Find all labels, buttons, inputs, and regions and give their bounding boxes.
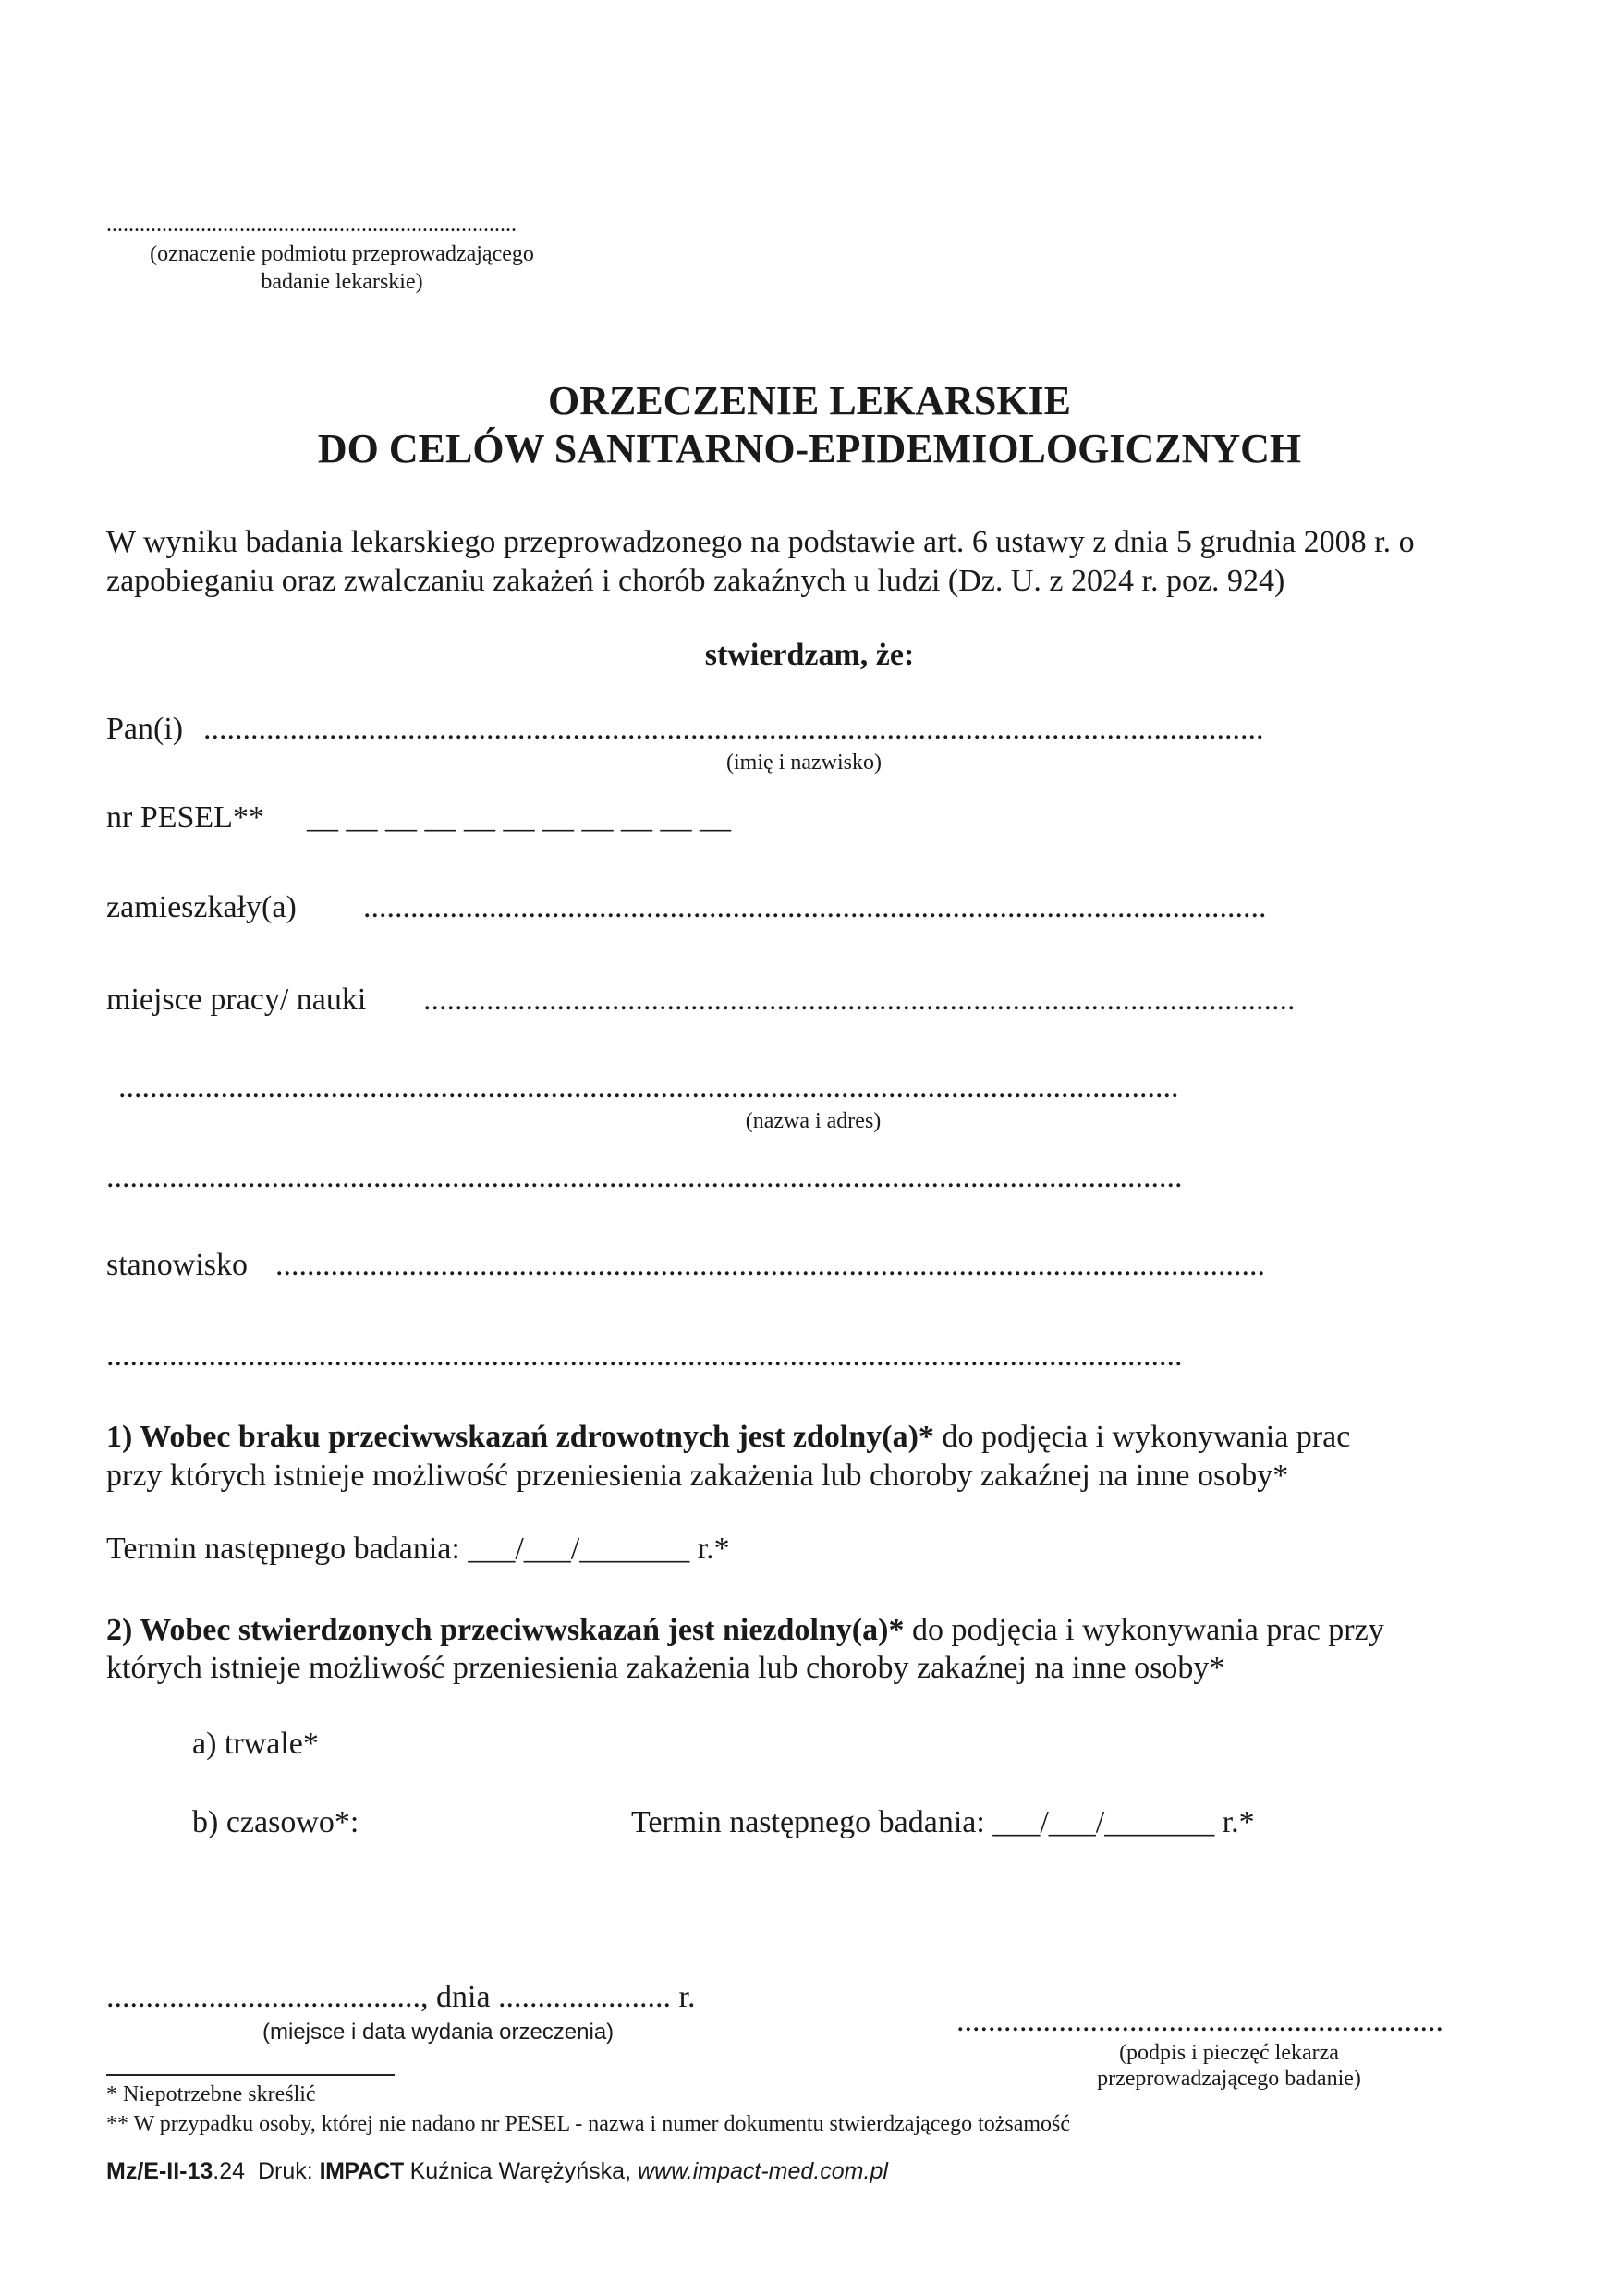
statement-heading: stwierdzam, że: (704, 638, 915, 672)
impact-logo: IMPACT (319, 2158, 404, 2184)
doctor-caption-line-2: przeprowadzającego badanie) (1097, 2067, 1361, 2091)
name-caption: (imię i nazwisko) (726, 751, 882, 775)
option-a-permanent[interactable]: a) trwale* (192, 1727, 319, 1761)
section-2-normal: do podjęcia i wykonywania prac przy (904, 1613, 1384, 1647)
section-2-next-exam[interactable]: Termin następnego badania: ___/___/_______ r.* (631, 1805, 1255, 1839)
place-date-caption: (miejsce i data wydania orzeczenia) (262, 2020, 615, 2045)
entity-dots[interactable]: .......................................................................... (106, 213, 517, 237)
footnote-2: ** W przypadku osoby, której nie nadano nr PESEL - nazwa i numer dokumentu stwierdzającego tożsamość (106, 2112, 1071, 2136)
printer-url[interactable]: www.impact-med.com.pl (638, 2158, 888, 2184)
workplace-caption: (nazwa i adres) (745, 1109, 882, 1133)
entity-caption-line-2: badanie lekarskie) (261, 270, 423, 294)
section-2-bold: 2) Wobec stwierdzonych przeciwwskazań jest niezdolny(a)* (106, 1613, 905, 1647)
position-field[interactable]: .............................................................................................................................. (275, 1248, 1265, 1282)
name-label: Pan(i) (106, 712, 184, 746)
section-1-normal: do podjęcia i wykonywania prac (933, 1420, 1351, 1454)
place-date-field[interactable]: ........................................, dnia ...................... r. (106, 1980, 696, 2014)
druk-label: Druk: (257, 2158, 313, 2184)
position-field-2[interactable]: ......................................................................................................................................... (106, 1338, 1183, 1373)
workplace-label: miejsce pracy/ nauki (106, 983, 367, 1017)
document-title-line-2: DO CELÓW SANITARNO-EPIDEMIOLOGICZNYCH (317, 426, 1302, 471)
name-field[interactable]: ....................................................................................................................................... (203, 712, 1264, 746)
intro-line-1: W wyniku badania lekarskiego przeprowadzonego na podstawie art. 6 ustawy z dnia 5 grudnia 2008 r. o (106, 525, 1415, 559)
form-code-suffix: .24 (213, 2158, 246, 2184)
section-1-line-2: przy których istnieje możliwość przeniesienia zakażenia lub choroby zakaźnej na inne osoby* (106, 1459, 1289, 1493)
section-1-line-1 (106, 1420, 1350, 1455)
intro-line-2: zapobieganiu oraz zwalczaniu zakażeń i chorób zakaźnych u ludzi (Dz. U. z 2024 r. poz. 924) (106, 564, 1285, 598)
print-footer (106, 2158, 888, 2185)
extra-address-field[interactable]: ......................................................................................................................................... (106, 1160, 1183, 1194)
option-b-temporary[interactable]: b) czasowo*: (192, 1805, 359, 1839)
footnote-divider (106, 2074, 395, 2076)
doctor-signature-field[interactable]: .............................................................. (956, 2004, 1443, 2038)
footnote-1: * Niepotrzebne skreślić (106, 2082, 316, 2107)
section-2-line-1 (106, 1613, 1384, 1648)
workplace-field-2[interactable]: ....................................................................................................................................... (118, 1070, 1179, 1105)
doctor-caption-line-1: (podpis i pieczęć lekarza (1119, 2041, 1339, 2065)
section-2-line-2: których istnieje możliwość przeniesienia zakażenia lub choroby zakaźnej na inne osoby* (106, 1651, 1225, 1685)
section-1-next-exam[interactable]: Termin następnego badania: ___/___/_______ r.* (106, 1532, 730, 1566)
document-title-line-1: ORZECZENIE LEKARSKIE (547, 378, 1072, 423)
residence-label: zamieszkały(a) (106, 890, 297, 924)
position-label: stanowisko (106, 1248, 248, 1282)
printer-place: Kuźnica Warężyńska, (409, 2158, 632, 2184)
pesel-field[interactable]: __ __ __ __ __ __ __ __ __ __ __ (307, 800, 731, 835)
form-code: Mz/E-II-13 (106, 2158, 213, 2184)
workplace-field[interactable]: ............................................................................................................... (423, 983, 1296, 1017)
section-1-bold: 1) Wobec braku przeciwwskazań zdrowotnych jest zdolny(a)* (106, 1420, 934, 1454)
pesel-label: nr PESEL** (106, 800, 264, 835)
residence-field[interactable]: ................................................................................................................... (363, 890, 1267, 924)
entity-caption-line-1: (oznaczenie podmiotu przeprowadzającego (150, 242, 534, 266)
